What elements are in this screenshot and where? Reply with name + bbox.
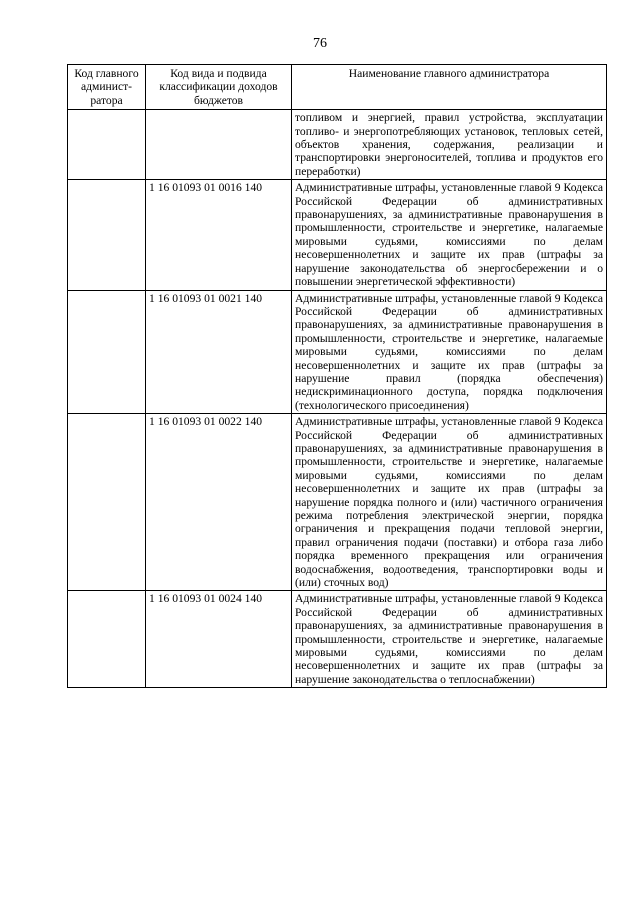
- table-row: [68, 414, 607, 591]
- income-code-cell: 1 16 01093 01 0024 140: [146, 591, 292, 688]
- income-code-cell: 1 16 01093 01 0016 140: [146, 180, 292, 290]
- income-code-cell: 1 16 01093 01 0021 140: [146, 290, 292, 414]
- page-number: 76: [313, 36, 327, 51]
- table-row: [68, 591, 607, 688]
- admin-code-cell: [68, 180, 146, 290]
- table-row: [68, 290, 607, 414]
- admin-name-cell: Административные штрафы, установленные главой 9 Кодекса Российской Федерации об административных правонарушениях, за административные правонарушения в промышленности, строительстве и энергетике, налагаемые мировыми судьями, комиссиями по делам несовершеннолетних и защите их прав (штрафы за нарушение правил (порядка обеспечения) недискриминационного доступа, порядка подключения (технологического присоединения): [292, 290, 607, 414]
- table-row: [68, 110, 607, 180]
- admin-code-cell: [68, 414, 146, 591]
- table-row: [68, 180, 607, 290]
- table-header-row: [68, 65, 607, 110]
- header-admin-code: Код главного админист-ратора: [68, 65, 146, 110]
- income-code-cell: [146, 110, 292, 180]
- admin-name-cell: Административные штрафы, установленные главой 9 Кодекса Российской Федерации об административных правонарушениях, за административные правонарушения в промышленности, строительстве и энергетике, налагаемые мировыми судьями, комиссиями по делам несовершеннолетних и защите их прав (штрафы за нарушение законодательства об энергосбережении и о повышении энергетической эффективности): [292, 180, 607, 290]
- administrators-table: [67, 64, 607, 688]
- admin-code-cell: [68, 110, 146, 180]
- header-income-code: Код вида и подвида классификации доходов бюджетов: [146, 65, 292, 110]
- admin-code-cell: [68, 591, 146, 688]
- admin-name-cell: Административные штрафы, установленные главой 9 Кодекса Российской Федерации об административных правонарушениях, за административные правонарушения в промышленности, строительстве и энергетике, налагаемые мировыми судьями, комиссиями по делам несовершеннолетних и защите их прав (штрафы за нарушение законодательства о теплоснабжении): [292, 591, 607, 688]
- admin-name-cell: Административные штрафы, установленные главой 9 Кодекса Российской Федерации об административных правонарушениях, за административные правонарушения в промышленности, строительстве и энергетике, налагаемые мировыми судьями, комиссиями по делам несовершеннолетних и защите их прав (штрафы за нарушение порядка полного и (или) частичного ограничения режима потребления электрической энергии, порядка ограничения и прекращения подачи тепловой энергии, правил ограничения подачи (поставки) и отбора газа либо порядка временного прекращения или ограничения водоснабжения, водоотведения, транспортировки воды и (или) сточных вод): [292, 414, 607, 591]
- admin-name-cell: топливом и энергией, правил устройства, эксплуатации топливо- и энергопотребляющих установок, тепловых сетей, объектов хранения, содержания, реализации и транспортировки энергоносителей, топлива и продуктов его переработки): [292, 110, 607, 180]
- admin-code-cell: [68, 290, 146, 414]
- header-admin-name: Наименование главного администратора: [292, 65, 607, 110]
- income-code-cell: 1 16 01093 01 0022 140: [146, 414, 292, 591]
